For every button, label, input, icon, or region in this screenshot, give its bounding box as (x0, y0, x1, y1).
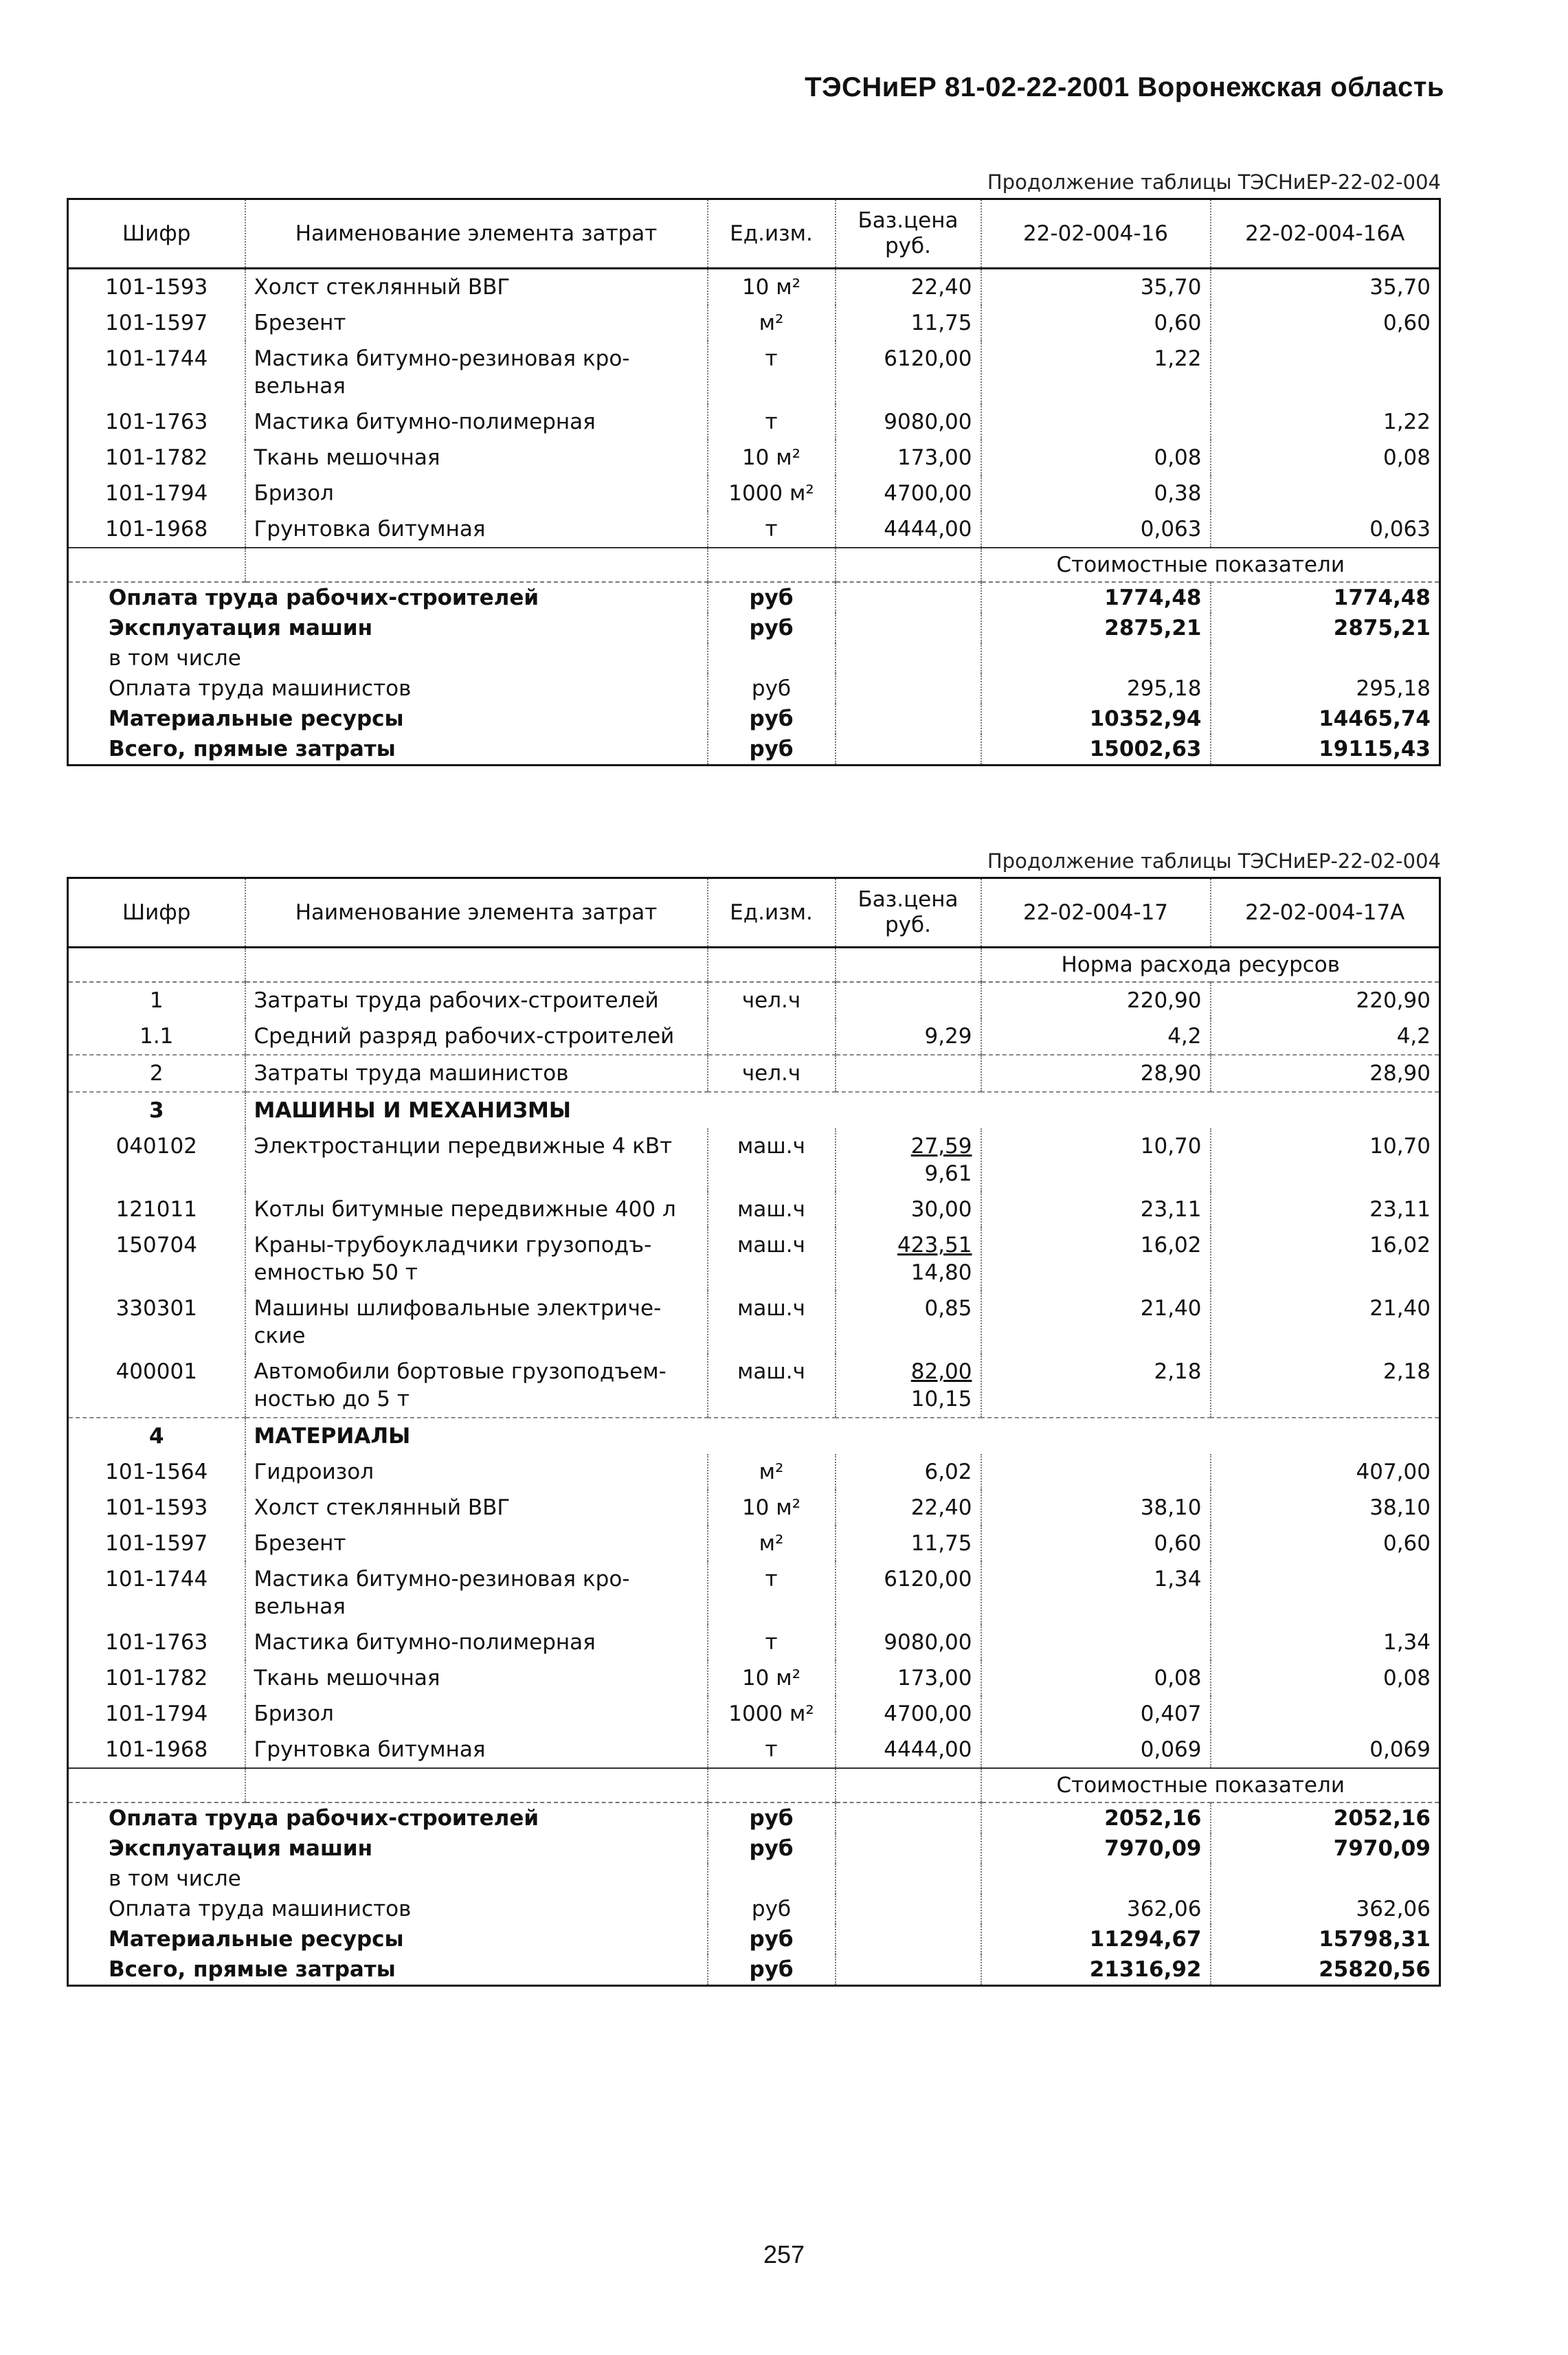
blank-cell (836, 948, 981, 983)
row-code: 101-1782 (68, 440, 245, 476)
row-unit (708, 1018, 836, 1055)
cost-row (68, 1802, 1440, 1833)
cost-value-b: 7970,09 (1333, 1836, 1431, 1861)
table-row (68, 1526, 1440, 1561)
blank-cell (68, 948, 245, 983)
cost-value-a: 2875,21 (981, 613, 1211, 643)
row-name: Грунтовка битумная (245, 511, 708, 548)
row-value-a: 38,10 (981, 1490, 1211, 1526)
row-code: 101-1968 (68, 511, 245, 548)
row-value-b: 0,60 (1382, 1531, 1431, 1556)
document-header: ТЭСНиЕР 81-02-22-2001 Воронежская область (805, 72, 1444, 102)
cost-value-b: 295,18 (1356, 676, 1431, 701)
row-unit: м² (708, 1526, 836, 1561)
row-base-price: 11,75 (836, 305, 981, 341)
table-row (68, 1454, 1440, 1490)
row-name: Брезент (245, 305, 708, 341)
row-code: 101-1593 (68, 1490, 245, 1526)
cost-unit: руб (708, 582, 836, 613)
table-row (68, 341, 1440, 404)
col-header-name: Наименование элемента затрат (245, 199, 708, 269)
row-unit: м² (708, 1454, 836, 1490)
cost-unit: руб (708, 734, 836, 766)
section-label: Стоимостные показатели (981, 1768, 1440, 1802)
row-value-a: 0,60 (981, 1526, 1211, 1561)
row-unit: т (708, 341, 836, 404)
col-header-unit: Ед.изм. (708, 878, 836, 948)
materials-group (68, 1418, 1440, 1454)
blank-cell (68, 548, 245, 582)
cost-value-a: 1774,48 (981, 582, 1211, 613)
machine-driver-wage: 9,61 (924, 1161, 972, 1186)
table-row (68, 982, 1440, 1018)
cost-name: Всего, прямые затраты (68, 734, 708, 766)
row-code: 101-1744 (68, 1561, 245, 1625)
col-header-base-price: Баз.цена руб. (836, 199, 981, 269)
cost-row (68, 1954, 1440, 1986)
row-code: 101-1794 (68, 1696, 245, 1732)
row-code: 101-1597 (68, 305, 245, 341)
row-unit: чел.ч (708, 1055, 836, 1092)
cost-row (68, 673, 1440, 704)
resource-table-2 (67, 877, 1441, 1987)
resource-table-1 (67, 198, 1441, 766)
cost-value-b: 19115,43 (1319, 737, 1431, 761)
norm-section-header (68, 948, 1440, 983)
row-value-b: 23,11 (1369, 1197, 1431, 1222)
row-unit: маш.ч (708, 1291, 836, 1354)
row-base-price: 6120,00 (836, 341, 981, 404)
table-row (68, 1192, 1440, 1227)
row-code: 101-1744 (68, 341, 245, 404)
row-value-a: 0,08 (981, 440, 1211, 476)
cost-value-a: 2052,16 (981, 1802, 1211, 1833)
row-unit: т (708, 511, 836, 548)
row-name: Мастика битумно-полимерная (245, 404, 708, 440)
blank-cell (245, 548, 708, 582)
row-value-a (981, 404, 1211, 440)
row-base-price: 9,29 (836, 1018, 981, 1055)
table-row (68, 1291, 1440, 1354)
row-value-a: 0,08 (981, 1660, 1211, 1696)
row-value-a: 0,38 (981, 476, 1211, 511)
row-value-b (1211, 341, 1440, 404)
blank-cell (836, 1833, 981, 1864)
table-row (68, 511, 1440, 548)
row-base-price (836, 1128, 981, 1192)
blank-cell (836, 582, 981, 613)
cost-name: в том числе (68, 1864, 708, 1894)
col-header-base-price: Баз.цена руб. (836, 878, 981, 948)
table-row (68, 1018, 1440, 1055)
cost-value-a: 21316,92 (981, 1954, 1211, 1986)
row-code: 101-1593 (68, 269, 245, 306)
row-base-price (836, 1192, 981, 1227)
cost-value-a (981, 1864, 1211, 1894)
row-base-price: 4700,00 (836, 476, 981, 511)
row-value-a: 4,2 (981, 1018, 1211, 1055)
group-title: МАШИНЫ И МЕХАНИЗМЫ (245, 1092, 1440, 1128)
cost-name: Всего, прямые затраты (68, 1954, 708, 1986)
cost-value-a: 295,18 (981, 673, 1211, 704)
row-name: Бризол (245, 1696, 708, 1732)
row-base-price (836, 1227, 981, 1291)
cost-name: Оплата труда машинистов (68, 1894, 708, 1924)
row-base-price: 11,75 (836, 1526, 981, 1561)
row-name: Затраты труда рабочих-строителей (245, 982, 708, 1018)
row-code: 330301 (68, 1291, 245, 1354)
row-value-b: 16,02 (1369, 1233, 1431, 1258)
cost-unit: руб (708, 613, 836, 643)
col-header-variant-a: 22-02-004-16 (981, 199, 1211, 269)
row-name: Гидроизол (245, 1454, 708, 1490)
cost-name: в том числе (68, 643, 708, 673)
row-value-b: 0,08 (1382, 445, 1431, 470)
row-unit: маш.ч (708, 1192, 836, 1227)
blank-cell (836, 1894, 981, 1924)
row-base-price: 22,40 (836, 1490, 981, 1526)
row-base-price: 9080,00 (836, 404, 981, 440)
row-base-price: 22,40 (836, 269, 981, 306)
row-name: Холст стеклянный ВВГ (245, 1490, 708, 1526)
blank-cell (836, 734, 981, 766)
table-row (68, 1660, 1440, 1696)
row-unit: 1000 м² (708, 476, 836, 511)
cost-value-b: 2052,16 (1333, 1806, 1431, 1831)
row-base-price: 6120,00 (836, 1561, 981, 1625)
cost-value-a (981, 643, 1211, 673)
row-unit: маш.ч (708, 1128, 836, 1192)
row-value-a: 1,34 (981, 1561, 1211, 1625)
cost-unit: руб (708, 1802, 836, 1833)
blank-cell (708, 948, 836, 983)
cost-section-header (68, 1768, 1440, 1802)
cost-unit: руб (708, 704, 836, 734)
cost-value-b: 1774,48 (1333, 585, 1431, 610)
row-value-b: 0,60 (1382, 311, 1431, 335)
row-code: 2 (68, 1055, 245, 1092)
cost-value-b: 2875,21 (1333, 616, 1431, 640)
blank-cell (836, 1924, 981, 1954)
row-unit: 10 м² (708, 440, 836, 476)
row-code: 1 (68, 982, 245, 1018)
row-code: 101-1782 (68, 1660, 245, 1696)
row-base-price: 9080,00 (836, 1625, 981, 1660)
blank-cell (836, 1768, 981, 1802)
row-code: 121011 (68, 1192, 245, 1227)
col-header-variant-b: 22-02-004-17А (1211, 878, 1440, 948)
row-name: Средний разряд рабочих-строителей (245, 1018, 708, 1055)
cost-row (68, 643, 1440, 673)
row-value-b: 1,34 (1382, 1630, 1431, 1655)
row-base-price (836, 1291, 981, 1354)
row-code: 101-1597 (68, 1526, 245, 1561)
cost-value-a: 15002,63 (981, 734, 1211, 766)
cost-value-a: 11294,67 (981, 1924, 1211, 1954)
cost-value-a: 362,06 (981, 1894, 1211, 1924)
row-code: 101-1794 (68, 476, 245, 511)
row-value-b (1211, 476, 1440, 511)
cost-row (68, 613, 1440, 643)
row-value-b: 10,70 (1369, 1134, 1431, 1159)
row-value-a: 35,70 (981, 269, 1211, 306)
cost-name: Эксплуатация машин (68, 613, 708, 643)
row-value-a: 21,40 (981, 1291, 1211, 1354)
machine-price: 0,85 (924, 1296, 972, 1321)
cost-row (68, 1894, 1440, 1924)
group-code: 3 (68, 1092, 245, 1128)
table-row (68, 1490, 1440, 1526)
blank-cell (836, 1864, 981, 1894)
machines-group (68, 1092, 1440, 1128)
cost-name: Оплата труда рабочих-строителей (68, 582, 708, 613)
cost-row (68, 1864, 1440, 1894)
blank-cell (836, 1954, 981, 1986)
row-name: Затраты труда машинистов (245, 1055, 708, 1092)
table1-continuation-note: Продолжение таблицы ТЭСНиЕР-22-02-004 (987, 170, 1441, 194)
cost-value-b (1211, 643, 1440, 673)
cost-row (68, 1833, 1440, 1864)
table-row (68, 1227, 1440, 1291)
row-code: 400001 (68, 1354, 245, 1418)
section-label: Стоимостные показатели (981, 548, 1440, 582)
row-value-a: 0,60 (981, 305, 1211, 341)
machine-driver-wage: 14,80 (910, 1260, 972, 1285)
blank-cell (836, 673, 981, 704)
cost-name: Эксплуатация машин (68, 1833, 708, 1864)
row-value-a: 2,18 (981, 1354, 1211, 1418)
cost-value-b: 15798,31 (1319, 1927, 1431, 1952)
machine-driver-wage: 10,15 (910, 1387, 972, 1411)
row-value-a (981, 1454, 1211, 1490)
table2-body (68, 948, 1440, 1986)
row-value-a: 0,407 (981, 1696, 1211, 1732)
row-name: Машины шлифовальные электриче-ские (245, 1291, 708, 1354)
row-value-a: 0,063 (981, 511, 1211, 548)
machine-price: 30,00 (910, 1197, 972, 1222)
row-value-b: 21,40 (1369, 1296, 1431, 1321)
row-name: Ткань мешочная (245, 1660, 708, 1696)
cost-unit: руб (708, 1954, 836, 1986)
row-value-b: 0,08 (1382, 1666, 1431, 1690)
row-code: 101-1968 (68, 1732, 245, 1768)
cost-name: Оплата труда рабочих-строителей (68, 1802, 708, 1833)
row-unit: 1000 м² (708, 1696, 836, 1732)
row-value-a: 16,02 (981, 1227, 1211, 1291)
col-header-name: Наименование элемента затрат (245, 878, 708, 948)
table-row (68, 1561, 1440, 1625)
machine-price: 27,59 (910, 1134, 972, 1159)
row-name: Краны-трубоукладчики грузоподъ-емностью 50 т (245, 1227, 708, 1291)
row-base-price: 4444,00 (836, 1732, 981, 1768)
row-base-price (836, 1055, 981, 1092)
table-row (68, 1128, 1440, 1192)
row-base-price: 4444,00 (836, 511, 981, 548)
row-code: 101-1564 (68, 1454, 245, 1490)
row-base-price: 4700,00 (836, 1696, 981, 1732)
row-value-a: 10,70 (981, 1128, 1211, 1192)
row-unit: 10 м² (708, 269, 836, 306)
row-name: Мастика битумно-резиновая кро-вельная (245, 341, 708, 404)
table-row (68, 1354, 1440, 1418)
col-header-variant-a: 22-02-004-17 (981, 878, 1211, 948)
row-value-b: 0,063 (1369, 517, 1431, 542)
cost-unit: руб (708, 1833, 836, 1864)
row-name: Котлы битумные передвижные 400 л (245, 1192, 708, 1227)
cost-value-a: 7970,09 (981, 1833, 1211, 1864)
row-code: 101-1763 (68, 404, 245, 440)
row-value-a: 28,90 (981, 1055, 1211, 1092)
row-value-b (1211, 1696, 1440, 1732)
cost-name: Материальные ресурсы (68, 704, 708, 734)
group-code: 4 (68, 1418, 245, 1454)
cost-unit: руб (708, 673, 836, 704)
cost-value-b: 362,06 (1356, 1897, 1431, 1921)
col-header-code: Шифр (68, 878, 245, 948)
page-number: 257 (763, 2240, 805, 2268)
table-row (68, 476, 1440, 511)
row-name: Грунтовка битумная (245, 1732, 708, 1768)
row-value-a: 23,11 (981, 1192, 1211, 1227)
machine-price: 423,51 (897, 1233, 972, 1258)
row-unit: т (708, 1625, 836, 1660)
row-unit: чел.ч (708, 982, 836, 1018)
row-name: Холст стеклянный ВВГ (245, 269, 708, 306)
cost-value-b: 14465,74 (1319, 706, 1431, 731)
row-base-price (836, 1354, 981, 1418)
row-base-price: 173,00 (836, 440, 981, 476)
cost-value-b (1211, 1864, 1440, 1894)
row-value-a: 1,22 (981, 341, 1211, 404)
row-value-b: 35,70 (1369, 275, 1431, 300)
cost-unit (708, 643, 836, 673)
row-unit: м² (708, 305, 836, 341)
cost-row (68, 734, 1440, 766)
row-code: 040102 (68, 1128, 245, 1192)
row-name: Автомобили бортовые грузоподъем-ностью до 5 т (245, 1354, 708, 1418)
table-row (68, 269, 1440, 306)
cost-name: Оплата труда машинистов (68, 673, 708, 704)
row-code: 101-1763 (68, 1625, 245, 1660)
cost-row (68, 1924, 1440, 1954)
row-value-b: 2,18 (1382, 1359, 1431, 1384)
row-unit: маш.ч (708, 1354, 836, 1418)
cost-value-b: 25820,56 (1319, 1957, 1431, 1982)
cost-unit (708, 1864, 836, 1894)
row-unit: 10 м² (708, 1660, 836, 1696)
cost-value-a: 10352,94 (981, 704, 1211, 734)
row-value-b: 28,90 (1211, 1055, 1440, 1092)
table-row (68, 404, 1440, 440)
blank-cell (708, 548, 836, 582)
blank-cell (836, 548, 981, 582)
cost-unit: руб (708, 1924, 836, 1954)
table-row (68, 1625, 1440, 1660)
row-value-a: 0,069 (981, 1732, 1211, 1768)
row-value-b: 38,10 (1369, 1495, 1431, 1520)
cost-row (68, 582, 1440, 613)
row-unit: маш.ч (708, 1227, 836, 1291)
row-base-price: 173,00 (836, 1660, 981, 1696)
blank-cell (245, 948, 708, 983)
row-unit: т (708, 1561, 836, 1625)
table-row (68, 1055, 1440, 1092)
row-value-b: 1,22 (1382, 410, 1431, 434)
blank-cell (68, 1768, 245, 1802)
table1-body (68, 269, 1440, 766)
table2-continuation-note: Продолжение таблицы ТЭСНиЕР-22-02-004 (987, 849, 1441, 873)
row-value-a: 220,90 (981, 982, 1211, 1018)
row-code: 150704 (68, 1227, 245, 1291)
row-value-b (1211, 1561, 1440, 1625)
cost-section-header (68, 548, 1440, 582)
table-row (68, 1732, 1440, 1768)
row-code: 1.1 (68, 1018, 245, 1055)
row-value-b: 220,90 (1356, 988, 1431, 1013)
table-row (68, 1696, 1440, 1732)
row-name: Мастика битумно-полимерная (245, 1625, 708, 1660)
blank-cell (245, 1768, 708, 1802)
col-header-variant-b: 22-02-004-16А (1211, 199, 1440, 269)
row-name: Бризол (245, 476, 708, 511)
row-base-price: 6,02 (836, 1454, 981, 1490)
table-row (68, 440, 1440, 476)
group-title: МАТЕРИАЛЫ (245, 1418, 1440, 1454)
row-value-b: 4,2 (1396, 1024, 1431, 1049)
machine-price: 82,00 (910, 1359, 972, 1384)
row-name: Брезент (245, 1526, 708, 1561)
row-value-a (981, 1625, 1211, 1660)
row-unit: т (708, 1732, 836, 1768)
blank-cell (836, 704, 981, 734)
cost-name: Материальные ресурсы (68, 1924, 708, 1954)
blank-cell (836, 613, 981, 643)
row-unit: т (708, 404, 836, 440)
row-name: Мастика битумно-резиновая кро-вельная (245, 1561, 708, 1625)
blank-cell (836, 643, 981, 673)
row-name: Электростанции передвижные 4 кВт (245, 1128, 708, 1192)
col-header-code: Шифр (68, 199, 245, 269)
blank-cell (708, 1768, 836, 1802)
row-base-price (836, 982, 981, 1018)
col-header-unit: Ед.изм. (708, 199, 836, 269)
section-label: Норма расхода ресурсов (981, 948, 1440, 983)
cost-row (68, 704, 1440, 734)
row-value-b: 0,069 (1369, 1737, 1431, 1762)
row-value-b: 407,00 (1356, 1460, 1431, 1484)
row-name: Ткань мешочная (245, 440, 708, 476)
blank-cell (836, 1802, 981, 1833)
cost-unit: руб (708, 1894, 836, 1924)
row-unit: 10 м² (708, 1490, 836, 1526)
table-row (68, 305, 1440, 341)
